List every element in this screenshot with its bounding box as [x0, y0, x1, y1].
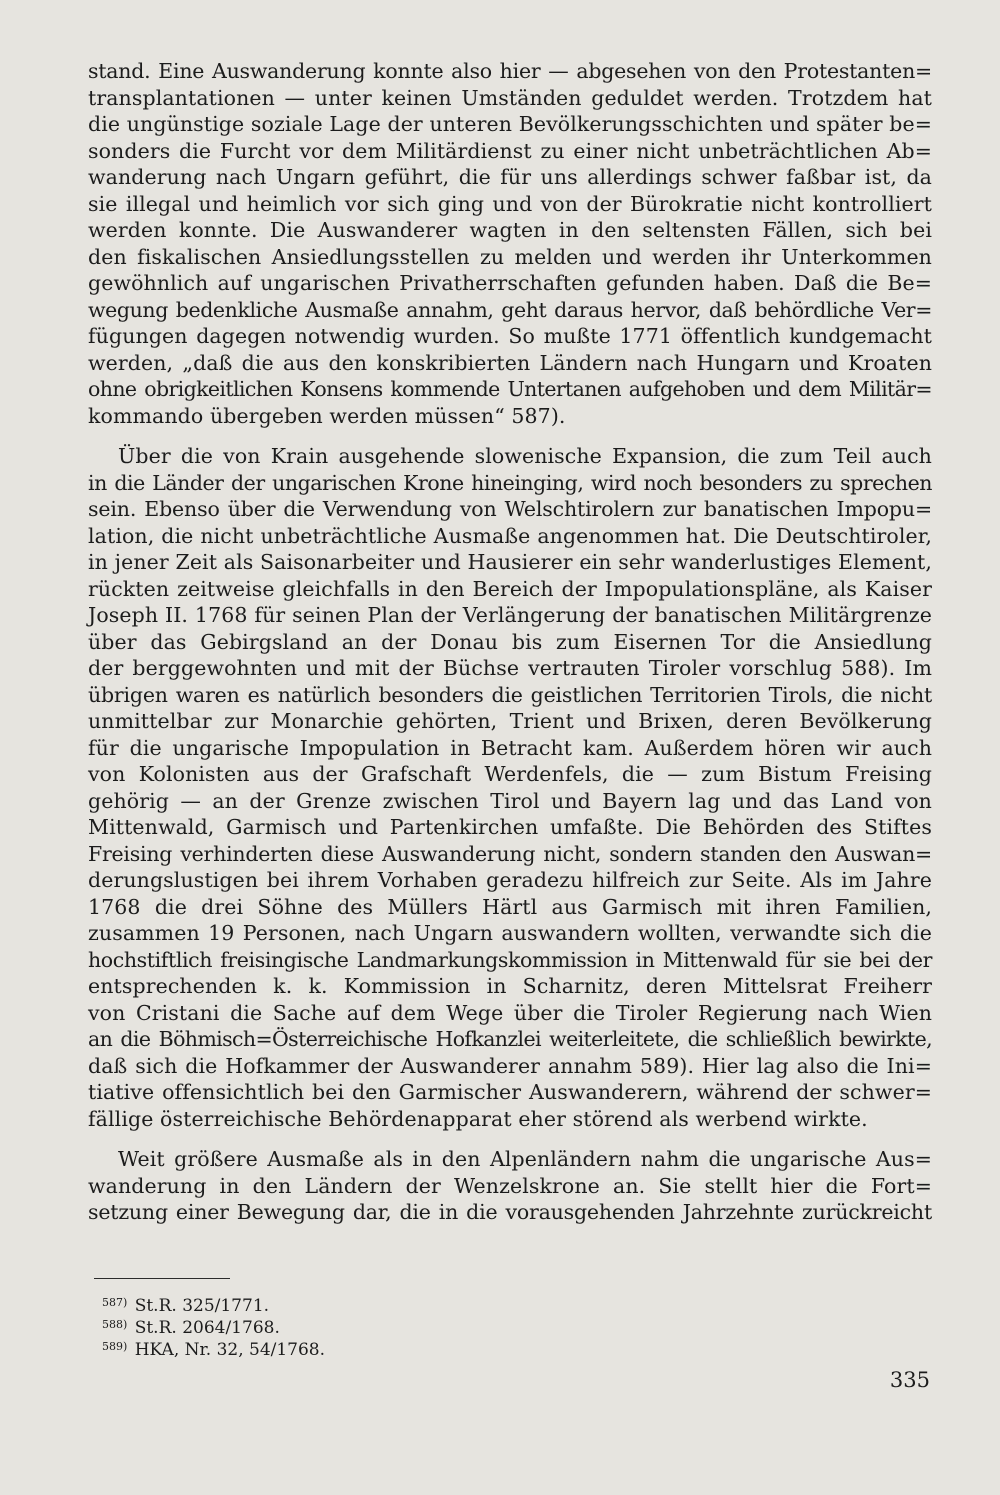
footnote-text: HKA, Nr. 32, 54/1768. — [134, 1340, 326, 1360]
text-line: setzung einer Bewegung dar, die in die vorausgehenden Jahrzehnte zurückreicht — [88, 1200, 932, 1224]
text-line: ohne obrigkeitlichen Konsens kommende Untertanen aufgehoben und dem Militär= — [88, 377, 932, 401]
footnote — [102, 1336, 325, 1358]
footnote-number: 587) — [102, 1296, 128, 1309]
footnote — [102, 1314, 325, 1336]
text-line: kommando übergeben werden müssen“ 587). — [88, 403, 566, 428]
text-line: fällige österreichische Behördenapparat eher störend als werbend wirkte. — [88, 1106, 868, 1131]
text-line: in jener Zeit als Saisonarbeiter und Hausierer ein sehr wanderlustiges Element, — [88, 550, 932, 574]
text-line: von Kolonisten aus der Grafschaft Werdenfels, die — zum Bistum Freising — [88, 762, 932, 786]
body-text — [88, 58, 932, 1226]
text-line: gehörig — an der Grenze zwischen Tirol und Bayern lag und das Land von — [88, 788, 932, 813]
text-line: Joseph II. 1768 für seinen Plan der Verlängerung der banatischen Militärgrenze — [88, 603, 932, 627]
footnotes — [102, 1292, 325, 1358]
text-line: über das Gebirgsland an der Donau bis zum Eisernen Tor die Ansiedlung — [88, 629, 932, 654]
footnote — [102, 1292, 325, 1314]
text-line: rückten zeitweise gleichfalls in den Bereich der Impopulationspläne, als Kaiser — [88, 576, 932, 601]
text-line: hochstiftlich freisingische Landmarkungskommission in Mittenwald für sie bei der — [88, 947, 932, 972]
text-line: zusammen 19 Personen, nach Ungarn auswandern wollten, verwandte sich die — [88, 921, 932, 945]
text-line: fügungen dagegen notwendig wurden. So mußte 1771 öffentlich kundgemacht — [88, 324, 932, 348]
text-line: an die Böhmisch=Österreichische Hofkanzlei weiterleitete, die schließlich bewirkte, — [88, 1027, 932, 1051]
text-line: Über die von Krain ausgehende slowenische Expansion, die zum Teil auch — [118, 444, 932, 468]
text-line: in die Länder der ungarischen Krone hineinging, wird noch besonders zu sprechen — [88, 470, 932, 495]
text-line: derungslustigen bei ihrem Vorhaben geradezu hilfreich zur Seite. Als im Jahre — [88, 868, 932, 892]
text-line: unmittelbar zur Monarchie gehörten, Trient und Brixen, deren Bevölkerung — [88, 709, 932, 733]
footnote-text: St.R. 325/1771. — [134, 1296, 270, 1316]
text-line: lation, die nicht unbeträchtliche Ausmaße angenommen hat. Die Deutschtiroler, — [88, 523, 932, 548]
text-line: wegung bedenkliche Ausmaße annahm, geht daraus hervor, daß behördliche Ver= — [88, 297, 932, 322]
paragraph — [88, 1146, 932, 1226]
text-line: von Cristani die Sache auf dem Wege über die Tiroler Regierung nach Wien — [88, 1000, 932, 1025]
text-line: tiative offensichtlich bei den Garmischer Auswanderern, während der schwer= — [88, 1080, 932, 1104]
text-line: wanderung nach Ungarn geführt, die für uns allerdings schwer faßbar ist, da — [88, 165, 932, 189]
paragraph — [88, 443, 932, 1132]
text-line: stand. Eine Auswanderung konnte also hier — abgesehen von den Protestanten= — [88, 59, 932, 83]
text-line: Freising verhinderten diese Auswanderung nicht, sondern standen den Auswan= — [88, 841, 932, 866]
text-line: daß sich die Hofkammer der Auswanderer annahm 589). Hier lag also die Ini= — [88, 1053, 932, 1078]
text-line: der berggewohnten und mit der Büchse vertrauten Tiroler vorschlug 588). Im — [88, 656, 932, 680]
text-line: sein. Ebenso über die Verwendung von Welschtirolern zur banatischen Impopu= — [88, 497, 932, 521]
text-line: den fiskalischen Ansiedlungsstellen zu melden und werden ihr Unterkommen — [88, 244, 932, 269]
text-line: werden konnte. Die Auswanderer wagten in den seltensten Fällen, sich bei — [88, 218, 932, 242]
text-line: Mittenwald, Garmisch und Partenkirchen umfaßte. Die Behörden des Stiftes — [88, 815, 932, 839]
footnote-number: 588) — [102, 1318, 128, 1331]
text-line: entsprechenden k. k. Kommission in Scharnitz, deren Mittelsrat Freiherr — [88, 974, 932, 998]
text-line: gewöhnlich auf ungarischen Privatherrschaften gefunden haben. Daß die Be= — [88, 271, 932, 295]
footnote-divider — [94, 1278, 230, 1279]
footnote-text: St.R. 2064/1768. — [134, 1318, 280, 1338]
page-number: 335 — [889, 1368, 930, 1392]
text-line: 1768 die drei Söhne des Müllers Härtl aus Garmisch mit ihren Familien, — [88, 894, 932, 919]
text-line: sonders die Furcht vor dem Militärdienst zu einer nicht unbeträchtlichen Ab= — [88, 138, 932, 163]
text-line: übrigen waren es natürlich besonders die geistlichen Territorien Tirols, die nicht — [88, 682, 932, 707]
text-line: transplantationen — unter keinen Umständen geduldet werden. Trotzdem hat — [88, 85, 932, 110]
footnote-number: 589) — [102, 1340, 128, 1353]
text-line: für die ungarische Impopulation in Betracht kam. Außerdem hören wir auch — [88, 735, 932, 760]
text-line: werden, „daß die aus den konskribierten Ländern nach Hungarn und Kroaten — [88, 350, 932, 375]
text-line: die ungünstige soziale Lage der unteren Bevölkerungsschichten und später be= — [88, 112, 932, 136]
paragraph — [88, 58, 932, 429]
text-line: wanderung in den Ländern der Wenzelskrone an. Sie stellt hier die Fort= — [88, 1173, 932, 1198]
text-line: Weit größere Ausmaße als in den Alpenländern nahm die ungarische Aus= — [118, 1147, 932, 1171]
text-line: sie illegal und heimlich vor sich ging und von der Bürokratie nicht kontrolliert — [88, 191, 932, 216]
